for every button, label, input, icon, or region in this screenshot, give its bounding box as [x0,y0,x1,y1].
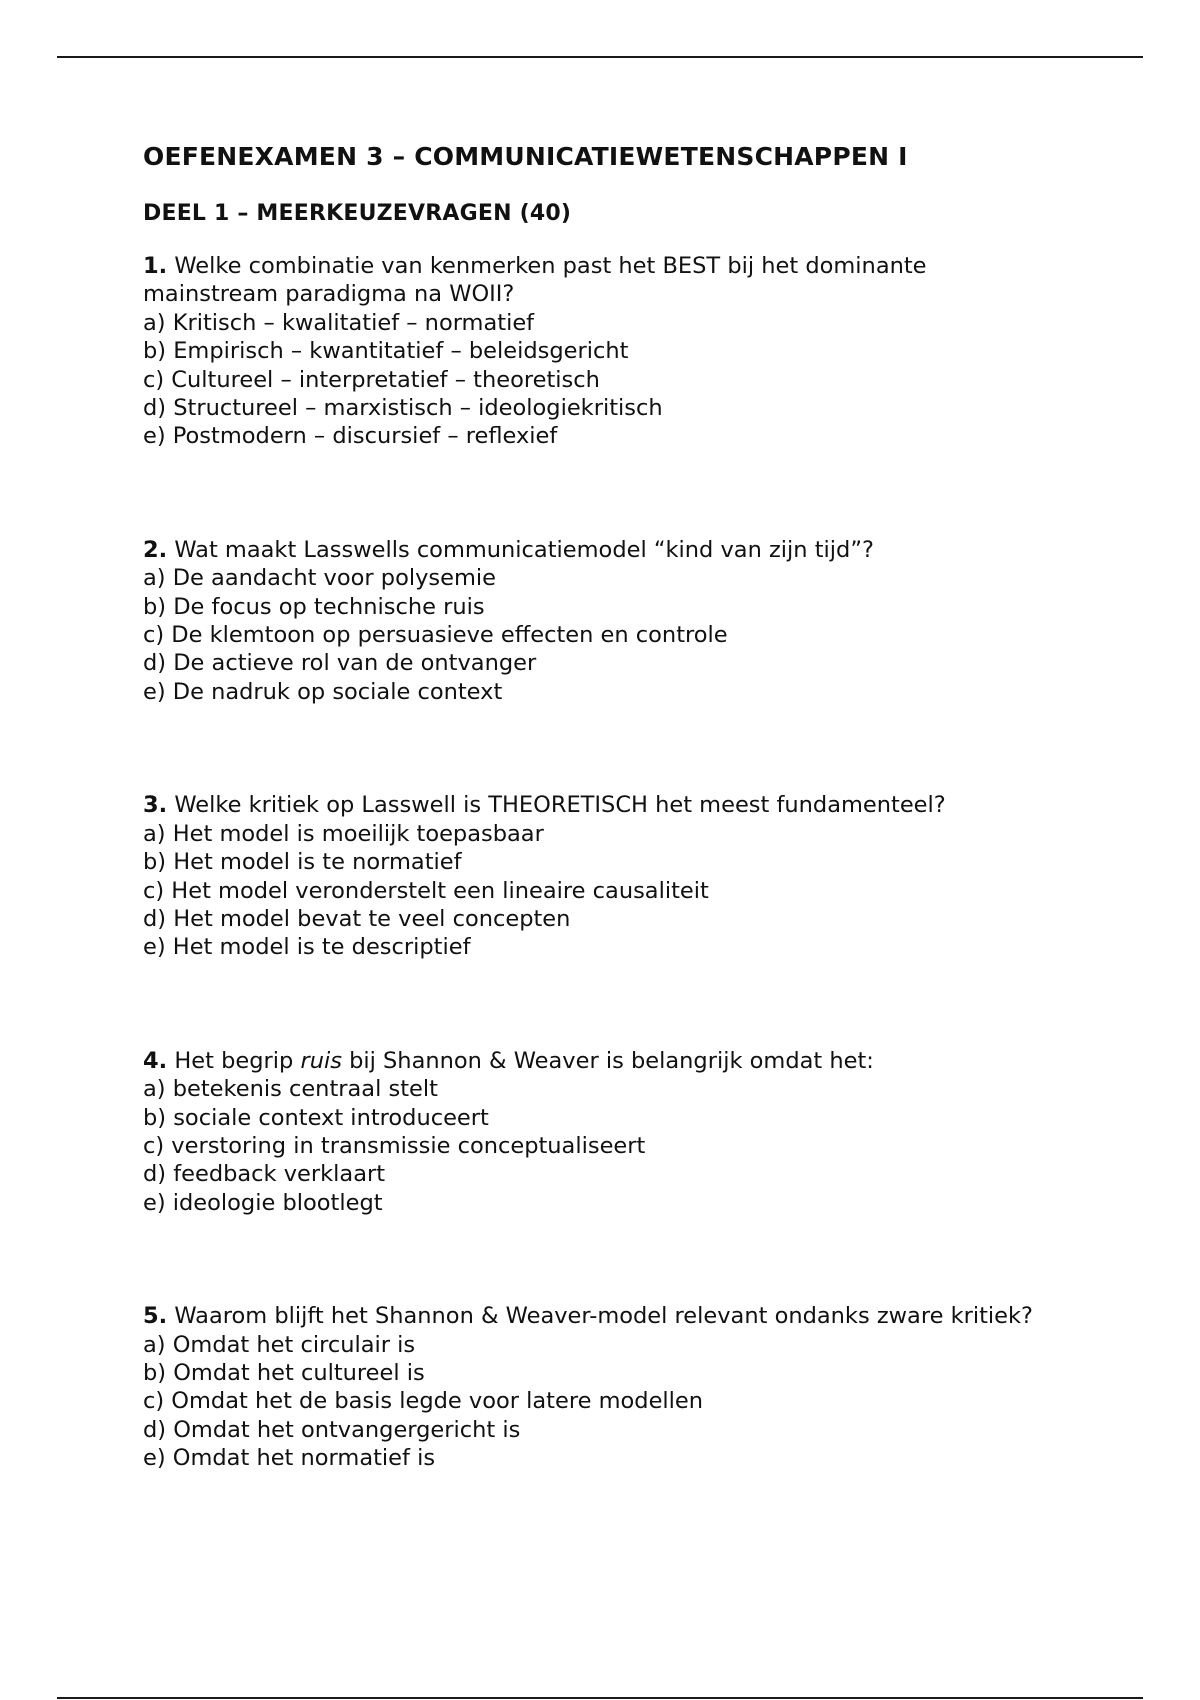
answer-option: b) Het model is te normatief [143,849,462,876]
question-text-after: bij Shannon & Weaver is belangrijk omdat het: [341,1047,874,1074]
question-text: Welke kritiek op Lasswell is THEORETISCH het meest fundamenteel? [174,792,946,819]
question-number: 3. [143,792,168,819]
answer-options [143,820,1043,962]
question-text: Waarom blijft het Shannon & Weaver-model relevant ondanks zware kritiek? [174,1303,1033,1330]
answer-option: b) Empirisch – kwantitatief – beleidsgericht [143,338,629,365]
exam-title: OEFENEXAMEN 3 – COMMUNICATIEWETENSCHAPPEN I [143,142,908,171]
answer-option: c) Het model veronderstelt een lineaire causaliteit [143,877,709,904]
question-stem [143,1047,1043,1075]
exam-page [143,138,1043,1473]
answer-option: e) Postmodern – discursief – reflexief [143,423,558,450]
answer-options [143,564,1043,706]
top-divider [57,56,1143,58]
answer-option: b) sociale context introduceert [143,1104,489,1131]
question-5 [143,1302,1043,1472]
question-text-emphasis: ruis [300,1047,342,1074]
question-text: Welke combinatie van kenmerken past het BEST bij het dominante mainstream paradigma na WOII? [143,253,927,308]
answer-option: c) Cultureel – interpretatief – theoretisch [143,366,600,393]
question-stem [143,791,1043,819]
answer-option: a) Het model is moeilijk toepasbaar [143,820,544,847]
question-text-before: Het begrip [174,1047,301,1074]
answer-option: d) Het model bevat te veel concepten [143,905,571,932]
answer-option: e) De nadruk op sociale context [143,678,503,705]
answer-option: a) De aandacht voor polysemie [143,565,496,592]
answer-option: c) Omdat het de basis legde voor latere modellen [143,1388,704,1415]
question-2 [143,536,1043,706]
answer-option: d) De actieve rol van de ontvanger [143,650,537,677]
answer-options [143,1075,1043,1217]
answer-option: a) betekenis centraal stelt [143,1076,438,1103]
question-1 [143,252,1043,451]
section-heading: DEEL 1 – MEERKEUZEVRAGEN (40) [143,201,572,226]
answer-option: a) Kritisch – kwalitatief – normatief [143,309,535,336]
question-stem [143,252,1043,309]
answer-option: c) verstoring in transmissie conceptualiseert [143,1132,646,1159]
answer-option: e) Het model is te descriptief [143,934,471,961]
answer-option: d) Structureel – marxistisch – ideologiekritisch [143,395,663,422]
question-stem [143,536,1043,564]
question-3 [143,791,1043,961]
question-number: 5. [143,1303,168,1330]
answer-option: c) De klemtoon op persuasieve effecten en controle [143,622,728,649]
question-stem [143,1302,1043,1330]
question-4 [143,1047,1043,1217]
question-number: 4. [143,1047,168,1074]
question-number: 2. [143,536,168,563]
answer-option: e) Omdat het normatief is [143,1445,436,1472]
answer-option: d) Omdat het ontvangergericht is [143,1416,521,1443]
answer-option: e) ideologie blootlegt [143,1189,383,1216]
answer-option: d) feedback verklaart [143,1161,386,1188]
answer-options [143,1331,1043,1473]
question-text: Wat maakt Lasswells communicatiemodel “kind van zijn tijd”? [174,536,874,563]
question-number: 1. [143,253,168,279]
answer-option: b) Omdat het cultureel is [143,1359,425,1386]
answer-option: a) Omdat het circulair is [143,1331,416,1358]
answer-option: b) De focus op technische ruis [143,593,485,620]
bottom-divider [57,1697,1143,1699]
answer-options [143,309,1043,451]
